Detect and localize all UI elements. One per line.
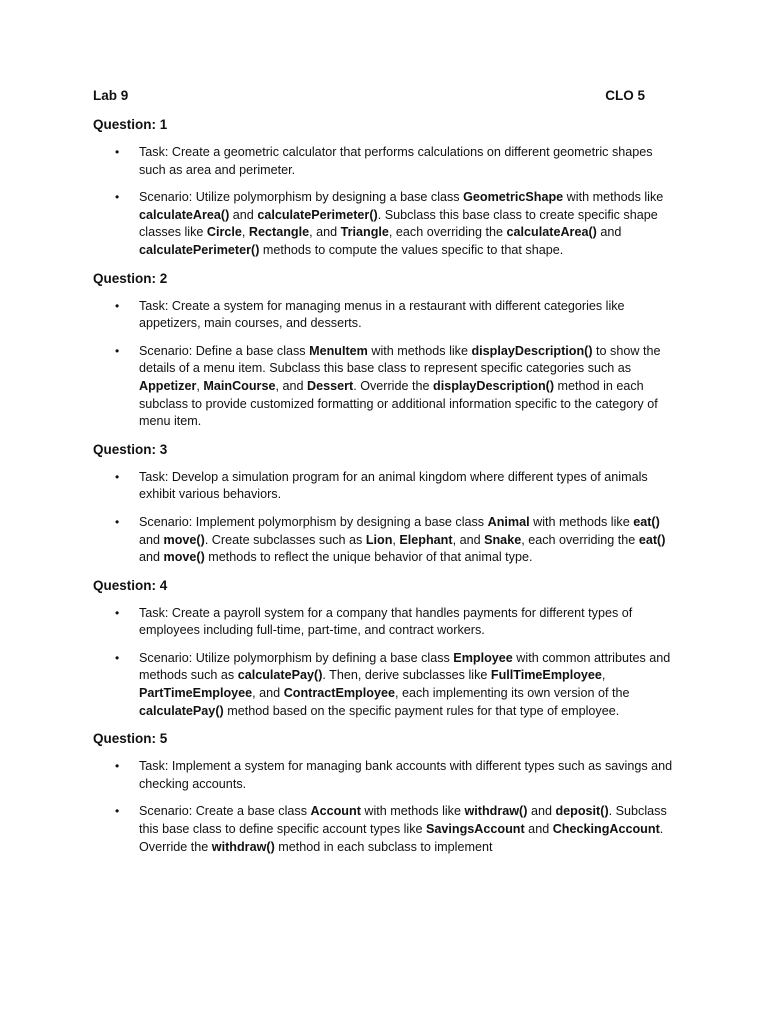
- text-run: ,: [392, 532, 400, 547]
- bullet-icon: •: [115, 650, 120, 665]
- bullet-list: [93, 758, 678, 856]
- text-run: and: [527, 804, 556, 819]
- bold-term: FullTimeEmployee: [490, 668, 602, 683]
- bold-term: CheckingAccount: [552, 822, 660, 837]
- question-1: [93, 116, 678, 260]
- text-run: , and: [452, 532, 485, 547]
- bullet-icon: •: [115, 759, 120, 774]
- bullet-icon: •: [115, 190, 120, 205]
- text-run: ,: [601, 668, 606, 683]
- text-run: , and: [275, 378, 307, 393]
- questions-list: [93, 116, 678, 866]
- text-run: with methods like: [367, 343, 472, 358]
- scenario-item: [93, 189, 678, 259]
- text-run: method in each subclass to provide customized formatting or additional information specific to the category of menu item.: [139, 378, 658, 429]
- task-item: [93, 605, 678, 640]
- bold-term: move(): [163, 550, 205, 565]
- bold-term: displayDescription(): [471, 343, 593, 358]
- text-run: , each overriding the: [388, 225, 507, 240]
- text-run: . Override the: [139, 822, 664, 854]
- scenario-item: [93, 650, 678, 720]
- bold-term: Animal: [487, 514, 530, 529]
- bullet-icon: •: [115, 514, 120, 529]
- text-run: Scenario: Utilize polymorphism by designing a base class: [139, 190, 464, 205]
- bullet-list: [93, 605, 678, 721]
- text-run: with methods like: [529, 514, 634, 529]
- scenario-item: [93, 343, 678, 431]
- text-run: Scenario: Create a base class: [139, 804, 311, 819]
- question-4: [93, 577, 678, 721]
- bold-term: Rectangle: [248, 225, 310, 240]
- bold-term: displayDescription(): [433, 378, 555, 393]
- task-item: [93, 144, 678, 179]
- text-run: and: [596, 225, 622, 240]
- bullet-icon: •: [115, 469, 120, 484]
- text-run: Scenario: Implement polymorphism by designing a base class: [139, 514, 488, 529]
- question-title: Question: 5: [93, 731, 168, 747]
- task-item: [93, 758, 678, 793]
- question-2: [93, 270, 678, 431]
- bullet-icon: •: [115, 298, 120, 313]
- text-run: Task: Implement a system for managing bank accounts with different types such as savings and checking accounts.: [139, 759, 673, 791]
- text-run: , and: [252, 686, 284, 701]
- bold-term: MenuItem: [309, 343, 368, 358]
- text-run: to show the details of a menu item. Subclass this base class to represent specific categories such as: [139, 343, 661, 376]
- text-run: Task: Create a system for managing menus in a restaurant with different categories like appetizers, main courses, and desserts.: [139, 298, 625, 331]
- bold-term: Circle: [206, 225, 242, 240]
- text-run: and: [139, 550, 164, 565]
- text-run: . Then, derive subclasses like: [322, 668, 491, 683]
- text-run: methods to reflect the unique behavior of that animal type.: [204, 550, 533, 565]
- bold-term: withdraw(): [464, 804, 528, 819]
- question-title: Question: 4: [93, 577, 168, 593]
- scenario-item: [93, 514, 678, 567]
- bold-term: calculateArea(): [139, 207, 230, 222]
- text-run: , and: [309, 225, 341, 240]
- text-run: , each overriding the: [521, 532, 639, 547]
- bold-term: calculatePay(): [139, 703, 224, 718]
- bold-term: GeometricShape: [463, 190, 564, 205]
- bold-term: SavingsAccount: [426, 822, 525, 837]
- bullet-list: [93, 298, 678, 431]
- bold-term: withdraw(): [211, 839, 275, 854]
- bold-term: calculatePay(): [237, 668, 323, 683]
- document-header: [93, 88, 645, 108]
- bold-term: deposit(): [555, 804, 609, 819]
- question-title: Question: 1: [93, 117, 168, 132]
- bold-term: calculatePerimeter(): [139, 242, 260, 257]
- text-run: ,: [241, 225, 249, 240]
- text-run: Scenario: Utilize polymorphism by defining a base class: [139, 650, 454, 665]
- clo-label: CLO 5: [605, 88, 645, 103]
- bullet-list: [93, 144, 678, 260]
- question-title: Question: 3: [93, 441, 168, 457]
- bold-term: PartTimeEmployee: [139, 686, 253, 701]
- bullet-list: [93, 469, 678, 567]
- bold-term: Triangle: [340, 225, 389, 240]
- bold-term: eat(): [638, 532, 666, 547]
- bold-term: move(): [163, 532, 205, 547]
- text-run: Scenario: Define a base class: [139, 343, 310, 358]
- bold-term: Account: [310, 804, 361, 819]
- text-run: . Subclass this base class to create specific shape classes like: [139, 207, 658, 240]
- text-run: Task: Create a geometric calculator that performs calculations on different geometric shapes such as area and perimeter.: [139, 145, 653, 177]
- text-run: , each implementing its own version of the: [394, 686, 630, 701]
- text-run: with methods like: [563, 190, 664, 205]
- lab-label: Lab 9: [93, 88, 129, 103]
- task-item: [93, 298, 678, 333]
- text-run: with methods like: [360, 804, 465, 819]
- text-run: . Create subclasses such as: [204, 532, 366, 547]
- bold-term: Appetizer: [139, 378, 197, 393]
- text-run: and: [229, 207, 258, 222]
- bold-term: Elephant: [399, 532, 453, 547]
- text-run: Task: Develop a simulation program for an animal kingdom where different types of animals exhibit various behaviors.: [139, 469, 648, 502]
- question-3: [93, 441, 678, 567]
- text-run: . Subclass this base class to define specific account types like: [139, 804, 667, 837]
- task-item: [93, 469, 678, 504]
- bold-term: calculateArea(): [506, 225, 597, 240]
- bold-term: calculatePerimeter(): [257, 207, 378, 222]
- text-run: with common attributes and methods such as: [139, 650, 671, 683]
- bullet-icon: •: [115, 343, 120, 358]
- bold-term: MainCourse: [203, 378, 276, 393]
- text-run: . Override the: [353, 378, 433, 393]
- text-run: method in each subclass to implement: [274, 839, 493, 854]
- bullet-icon: •: [115, 145, 120, 159]
- text-run: and: [139, 532, 164, 547]
- text-run: method based on the specific payment rules for that type of employee.: [223, 703, 620, 718]
- text-run: ,: [196, 378, 204, 393]
- bold-term: Employee: [453, 650, 513, 665]
- text-run: methods to compute the values specific to that shape.: [259, 242, 564, 257]
- bullet-icon: •: [115, 605, 120, 620]
- bold-term: Snake: [484, 532, 522, 547]
- bold-term: Lion: [365, 532, 393, 547]
- bullet-icon: •: [115, 804, 120, 819]
- question-5: [93, 730, 678, 856]
- scenario-item: [93, 803, 678, 856]
- bold-term: ContractEmployee: [283, 686, 395, 701]
- text-run: Task: Create a payroll system for a company that handles payments for different types of employees including full-time, part-time, and contract workers.: [139, 605, 633, 638]
- text-run: and: [524, 822, 553, 837]
- question-title: Question: 2: [93, 270, 168, 286]
- bold-term: Dessert: [306, 378, 354, 393]
- bold-term: eat(): [633, 514, 660, 529]
